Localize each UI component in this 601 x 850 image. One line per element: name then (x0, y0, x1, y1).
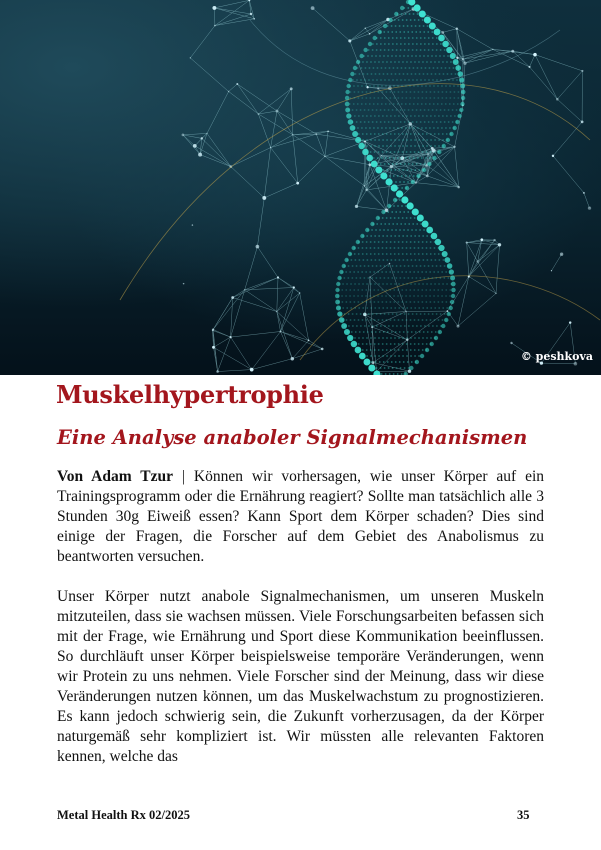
dna-helix-illustration (0, 0, 601, 375)
article-title: Muskelhypertrophie (56, 380, 324, 409)
byline-separator: | (172, 468, 194, 485)
intro-text: Können wir vorhersagen, wie unser Körper auf ein Trainingsprogramm oder die Ernährung reagiert? Sollte man tatsächlich alle 3 Stunden 30g Eiweiß essen? Kann Sport dem Körper schaden? Dies sind einige der Fragen, die Forscher auf dem Gebiet des Anabolismus zu beantworten versuchen. (57, 468, 545, 565)
body-paragraph: Unser Körper nutzt anabole Signalmechanismen, um unseren Muskeln mitzuteilen, dass sie wachsen müssen. Viele Forschungsarbeiten befassen sich mit der Frage, wie Ernährung und Sport diese Kommunikation beeinflussen. So durchläuft unser Körper beispielsweise temporäre Veränderungen, wenn wir Protein zu uns nehmen. Viele Forscher sind der Meinung, dass wir diese Veränderungen nutzen können, um das Muskelwachstum zu prognostizieren. Es kann jedoch schwierig sein, die Zukunft vorherzusagen, da der Körper naturgemäß sehr kompliziert ist. Wir müssten alle relevanten Faktoren kennen, welche das (57, 588, 544, 765)
photo-credit: © peshkova (520, 350, 593, 363)
article-subtitle: Eine Analyse anaboler Signalmechanismen (57, 426, 528, 449)
page-number: 35 (517, 808, 530, 822)
article-body (57, 467, 544, 787)
hero-image (0, 0, 601, 375)
author-byline: Von Adam Tzur (57, 468, 173, 485)
intro-paragraph (57, 467, 544, 567)
footer-publication: Metal Health Rx 02/2025 (57, 808, 190, 822)
